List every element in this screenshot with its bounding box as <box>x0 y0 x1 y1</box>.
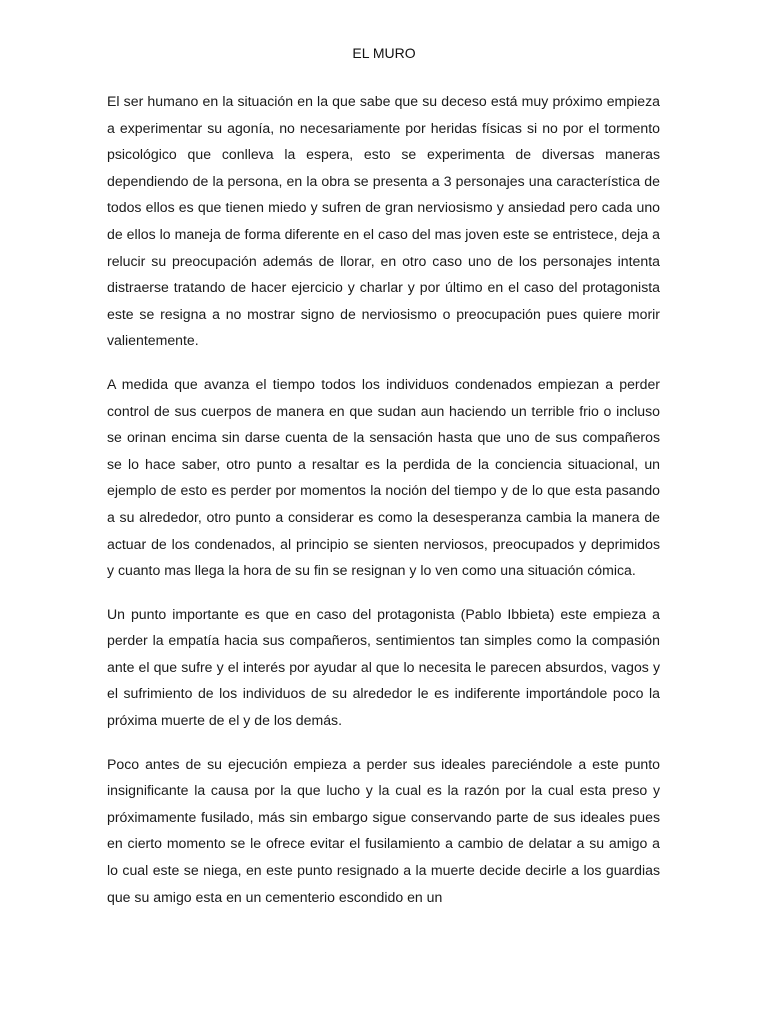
paragraph-4: Poco antes de su ejecución empieza a perder sus ideales pareciéndole a este punto insignificante la causa por la que lucho y la cual es la razón por la cual esta preso y próximamente fusilado, más sin embargo sigue conservando parte de sus ideales pues en cierto momento se le ofrece evitar el fusilamiento a cambio de delatar a su amigo a lo cual este se niega, en este punto resignado a la muerte decide decirle a los guardias que su amigo esta en un cementerio escondido en un <box>107 755 660 905</box>
paragraph-3: Un punto importante es que en caso del protagonista (Pablo Ibbieta) este empieza a perder la empatía hacia sus compañeros, sentimientos tan simples como la compasión ante el que sufre y el interés por ayudar al que lo necesita le parecen absurdos, vagos y el sufrimiento de los individuos de su alrededor le es indiferente importándole poco la próxima muerte de el y de los demás. <box>107 605 660 729</box>
document-title: EL MURO <box>352 45 416 61</box>
paragraph-2: A medida que avanza el tiempo todos los individuos condenados empiezan a perder control de sus cuerpos de manera en que sudan aun haciendo un terrible frio o incluso se orinan encima sin darse cuenta de la sensación hasta que uno de sus compañeros se lo hace saber, otro punto a resaltar es la perdida de la conciencia situacional, un ejemplo de esto es perder por momentos la noción del tiempo y de lo que esta pasando a su alrededor, otro punto a considerar es como la desesperanza cambia la manera de actuar de los condenados, al principio se sienten nerviosos, preocupados y deprimidos y cuanto mas llega la hora de su fin se resignan y lo ven como una situación cómica. <box>107 375 660 579</box>
paragraph-1: El ser humano en la situación en la que sabe que su deceso está muy próximo empieza a experimentar su agonía, no necesariamente por heridas físicas si no por el tormento psicológico que conlleva la espera, esto se experimenta de diversas maneras dependiendo de la persona, en la obra se presenta a 3 personajes una característica de todos ellos es que tienen miedo y sufren de gran nerviosismo y ansiedad pero cada uno de ellos lo maneja de forma diferente en el caso del mas joven este se entristece, deja a relucir su preocupación además de llorar, en otro caso uno de los personajes intenta distraerse tratando de hacer ejercicio y charlar y por último en el caso del protagonista este se resigna a no mostrar signo de nerviosismo o preocupación pues quiere morir valientemente. <box>107 93 660 349</box>
document-body <box>107 88 660 910</box>
